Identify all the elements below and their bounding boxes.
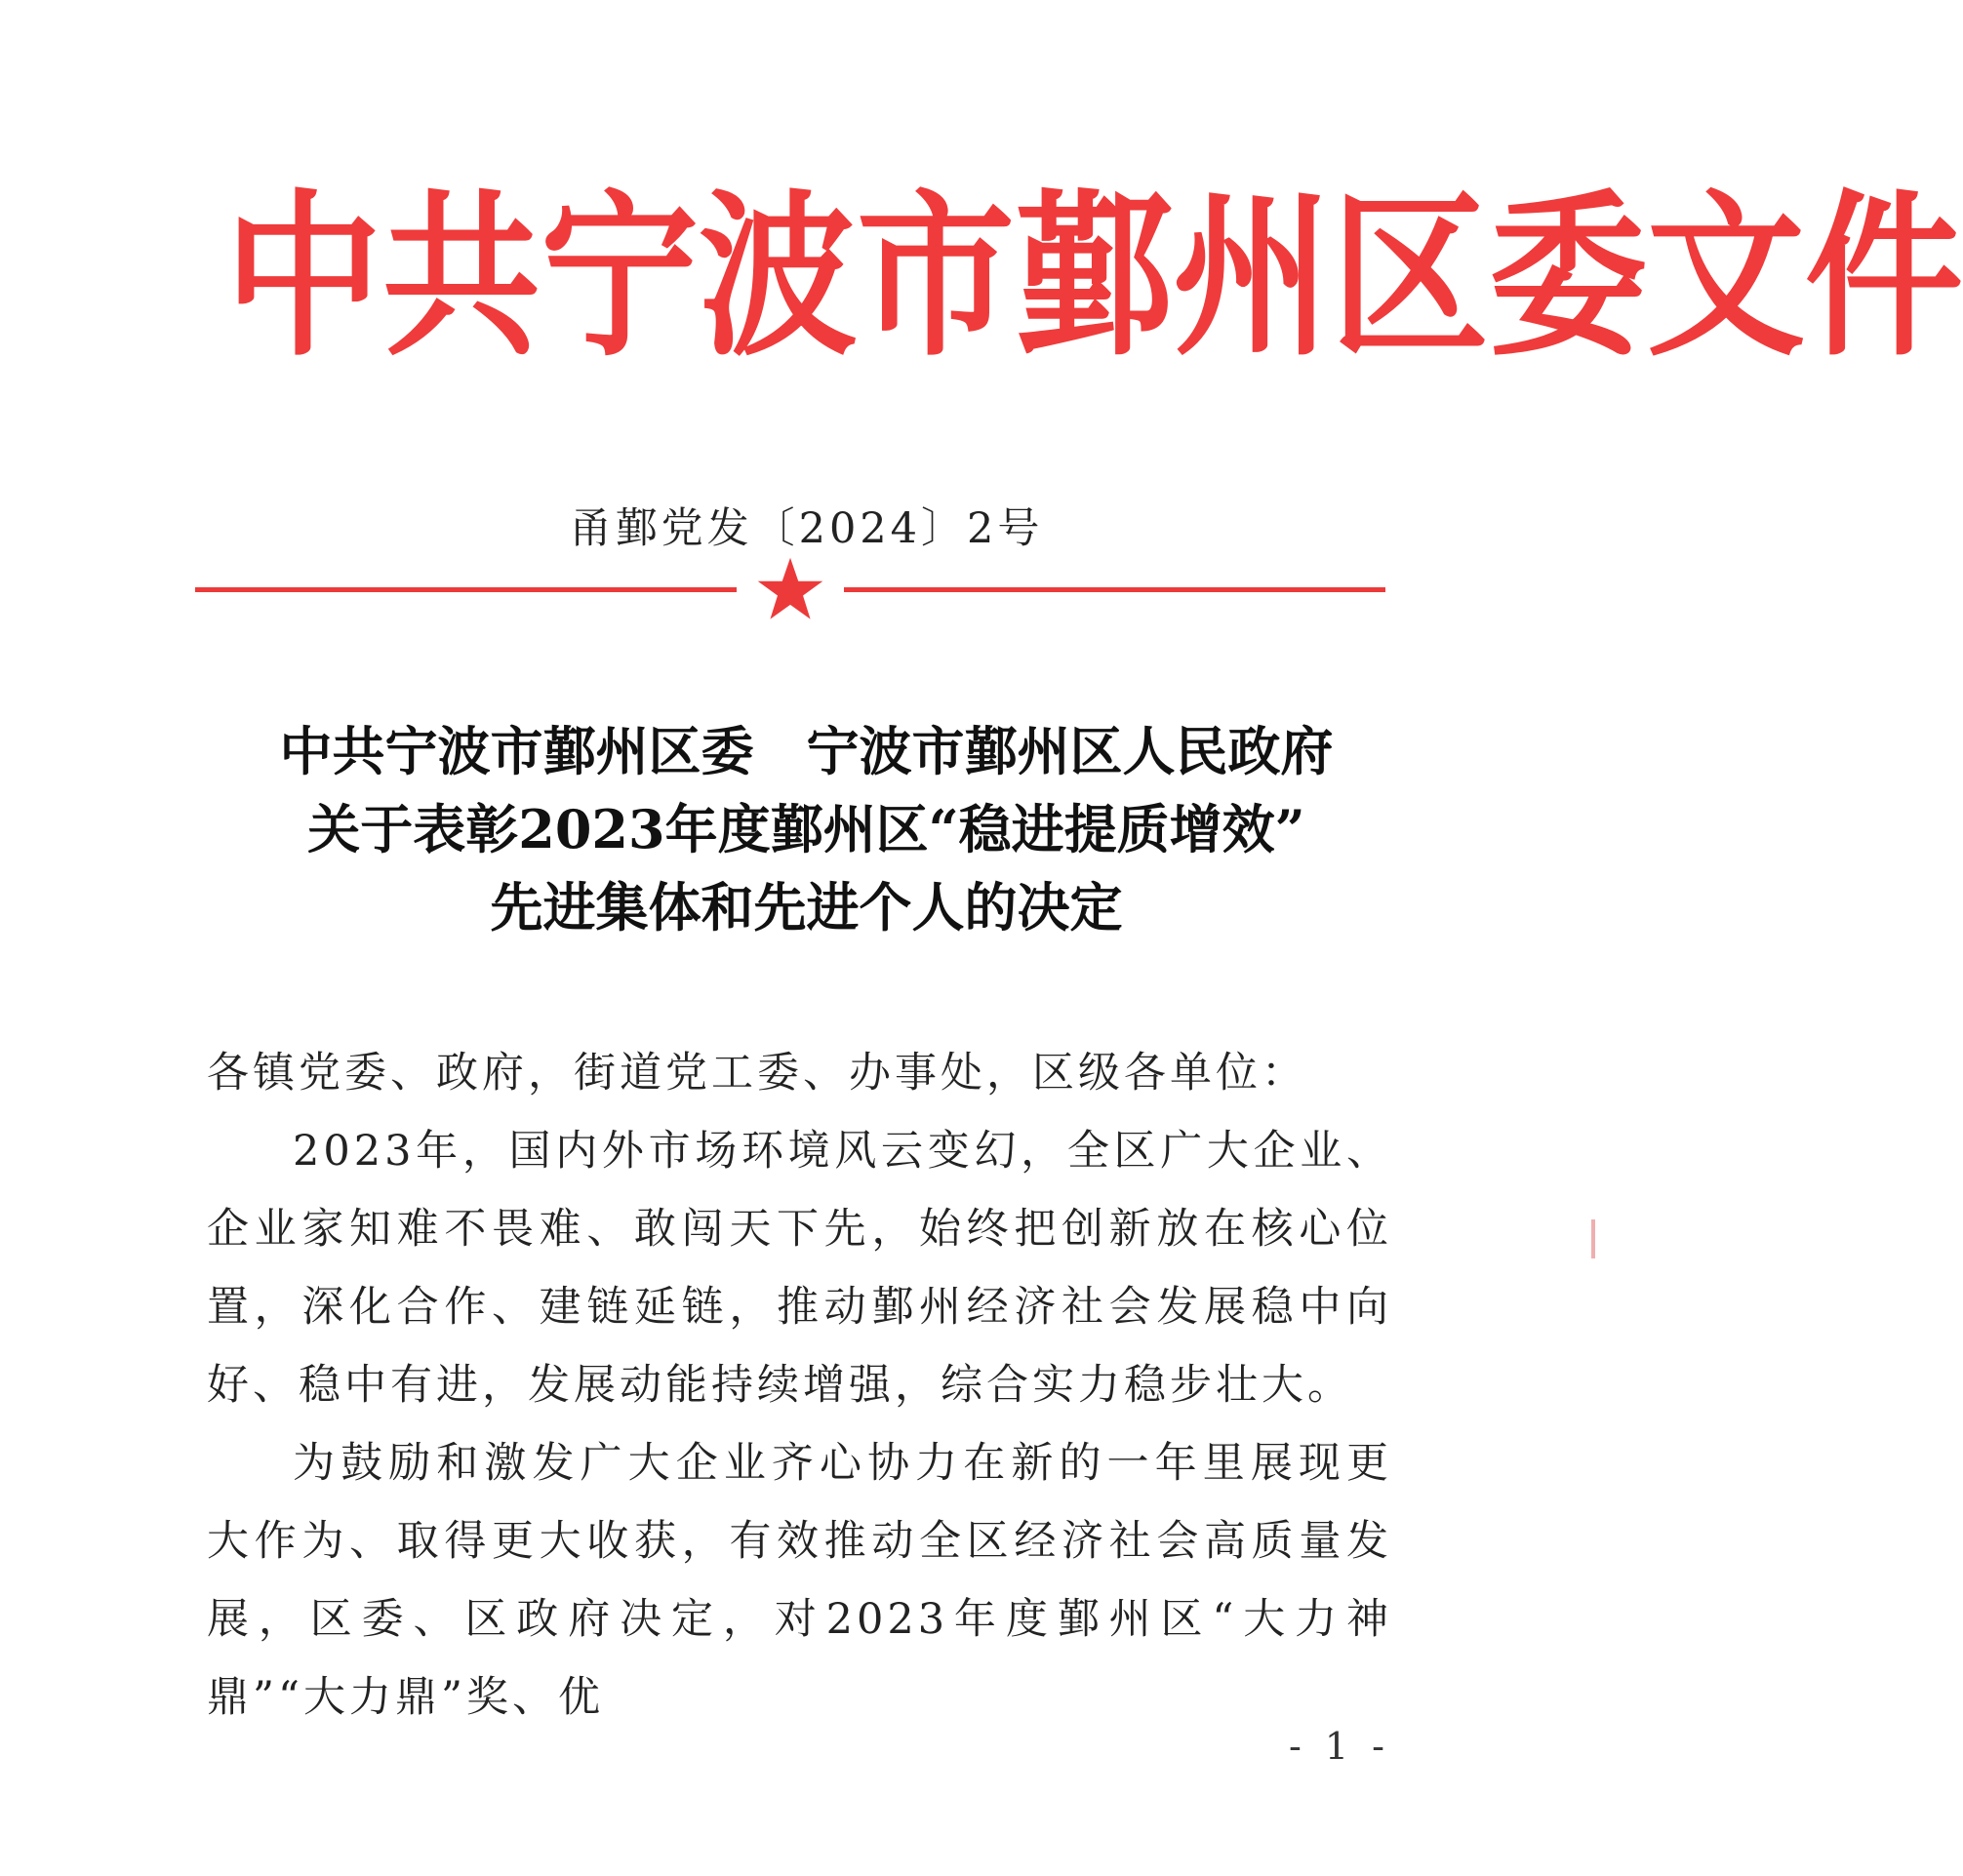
- separator-line-right: [844, 587, 1385, 592]
- star-icon: [756, 556, 824, 622]
- document-body: [207, 1034, 1392, 1736]
- masthead-char: 中: [224, 175, 382, 381]
- heading-line-3: 先进集体和先进个人的决定: [490, 876, 1123, 938]
- masthead-char: 件: [1805, 175, 1963, 381]
- separator-line-left: [195, 587, 737, 592]
- paragraph-1: 2023年，国内外市场环境风云变幻，全区广大企业、企业家知难不畏难、敢闯天下先，始终把创新放在核心位置，深化合作、建链延链，推动鄞州经济社会发展稳中向好、稳中有进，发展动能持续增强，综合实力稳步壮大。: [207, 1127, 1392, 1410]
- document-number: 甬鄞党发〔2024〕2号: [569, 504, 1044, 553]
- masthead-char: 宁: [541, 175, 699, 381]
- heading-line-2: 关于表彰2023年度鄞州区“稳进提质增效”: [307, 798, 1305, 860]
- scan-artifact: [1591, 1219, 1595, 1258]
- salutation: 各镇党委、政府，街道党工委、办事处，区级各单位：: [207, 1049, 1307, 1098]
- red-separator: [195, 556, 1385, 624]
- masthead-char: 区: [1331, 175, 1489, 381]
- masthead-char: 州: [1173, 175, 1331, 381]
- page-number: - 1 -: [1288, 1725, 1390, 1768]
- masthead-char: 鄞: [1015, 175, 1173, 381]
- document-heading: [0, 712, 1613, 946]
- heading-line-1: 中共宁波市鄞州区委 宁波市鄞州区人民政府: [279, 720, 1334, 782]
- masthead-char: 委: [1489, 175, 1647, 381]
- paragraph-2: 为鼓励和激发广大企业齐心协力在新的一年里展现更大作为、取得更大收获，有效推动全区经济社会高质量发展，区委、区政府决定，对2023年度鄞州区“大力神鼎”“大力鼎”奖、优: [207, 1439, 1392, 1722]
- masthead-char: 波: [699, 175, 857, 381]
- masthead-char: 共: [382, 175, 541, 381]
- masthead-title: [224, 175, 1963, 381]
- masthead-char: 文: [1647, 175, 1805, 381]
- masthead-char: 市: [857, 175, 1015, 381]
